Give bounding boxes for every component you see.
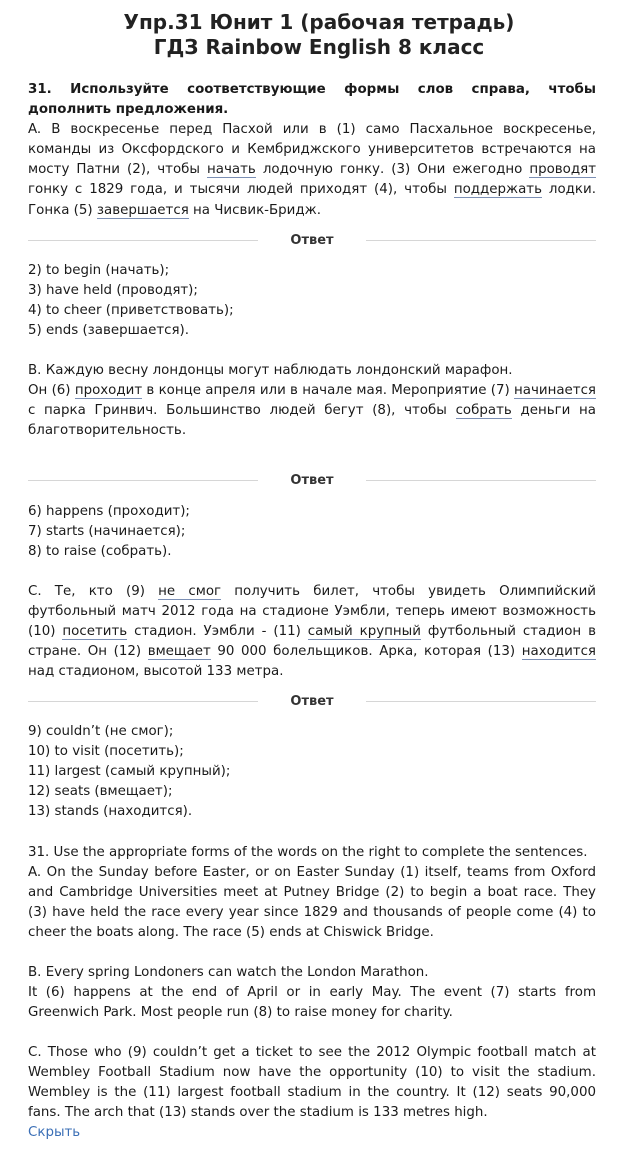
paragraph-a-ru bbox=[28, 120, 596, 220]
exercise-en-a bbox=[28, 843, 596, 943]
hint-word[interactable]: вмещает bbox=[147, 644, 211, 660]
answer-label: Ответ bbox=[290, 233, 334, 248]
task-instruction-en: 31. Use the appropriate forms of the words on the right to complete the sentences. bbox=[28, 845, 588, 860]
exercise-en-c bbox=[28, 1043, 596, 1123]
paragraph-b-intro-en: B. Every spring Londoners can watch the London Marathon. bbox=[28, 965, 429, 980]
answer-item: 9) couldn’t (не смог); bbox=[28, 724, 174, 739]
answer-item: 11) largest (самый крупный); bbox=[28, 764, 231, 780]
text-segment: лодочную гонку. (3) Они ежегодно bbox=[255, 162, 530, 178]
answer-item: 2) to begin (начать); bbox=[28, 263, 170, 278]
paragraph-b-en: It (6) happens at the end of April or in early May. The event (7) starts from Greenwich Park. Most people run (8) to raise money for charity. bbox=[28, 985, 596, 1021]
text-segment: стадион. Уэмбли - (11) bbox=[127, 624, 308, 640]
hint-word[interactable]: собрать bbox=[455, 403, 512, 419]
text-segment: A. В воскресенье перед Пасхой или в (1) само Пасхальное воскресенье, команды из Оксфордского и Кембриджского университетов встречаются на мосту Патни (2), чтобы bbox=[28, 122, 596, 178]
text-segment: в конце апреля или в начале мая. Мероприятие (7) bbox=[142, 383, 514, 399]
exercise-ru-part-a bbox=[28, 80, 596, 221]
paragraph-a-en: A. On the Sunday before Easter, or on Easter Sunday (1) itself, teams from Oxford and Cambridge Universities meet at Putney Bridge (2) to begin a boat race. They (3) have held the race every year since 1829 and thousands of people come (4) to cheer the boats along. The race (5) ends at Chiswick Bridge. bbox=[28, 865, 596, 941]
hide-link[interactable]: Скрыть bbox=[28, 1125, 81, 1140]
hint-word[interactable]: не смог bbox=[158, 584, 222, 599]
answer-item: 8) to raise (собрать). bbox=[28, 544, 172, 560]
answer-divider-a bbox=[28, 231, 596, 251]
hint-word[interactable]: самый крупный bbox=[307, 624, 421, 640]
task-instruction-ru: 31. Используйте соответствующие формы слов справа, чтобы дополнить предложения. bbox=[28, 82, 596, 118]
answer-label: Ответ bbox=[290, 694, 334, 709]
paragraph-c-en: C. Those who (9) couldn’t get a ticket to see the 2012 Olympic football match at Wembley Football Stadium now have the opportunity (10) to visit the stadium. Wembley is the (11) largest football stadium in the country. It (12) seats 90,000 fans. The arch that (13) stands over the stadium is 133 metres high. bbox=[28, 1045, 596, 1121]
answer-list-a bbox=[28, 261, 596, 341]
answer-divider-b bbox=[28, 471, 596, 491]
text-segment: футбольный стадион в стране. Он (12) bbox=[28, 624, 597, 660]
hint-word[interactable]: посетить bbox=[62, 624, 128, 640]
page-title-line1: Упр.31 Юнит 1 (рабочая тетрадь) bbox=[123, 10, 515, 34]
paragraph-c-ru bbox=[28, 582, 596, 682]
text-segment: на Чисвик-Бридж. bbox=[188, 202, 321, 218]
text-segment: Он (6) bbox=[28, 383, 75, 399]
exercise-ru-part-c bbox=[28, 582, 596, 682]
answer-list-c bbox=[28, 722, 596, 822]
hint-word[interactable]: завершается bbox=[96, 202, 189, 218]
answer-divider-c bbox=[28, 692, 596, 712]
divider-line bbox=[366, 701, 596, 702]
answer-label: Ответ bbox=[290, 473, 334, 488]
answer-item: 10) to visit (посетить); bbox=[28, 744, 184, 760]
page-title-line2: ГДЗ Rainbow English 8 класс bbox=[153, 35, 485, 59]
paragraph-b-intro-ru: B. Каждую весну лондонцы могут наблюдать лондонский марафон. bbox=[28, 363, 513, 378]
answer-item: 6) happens (проходит); bbox=[28, 504, 190, 519]
answer-item: 3) have held (проводят); bbox=[28, 283, 198, 299]
divider-line bbox=[366, 240, 596, 241]
exercise-en-b bbox=[28, 963, 596, 1023]
answer-item: 5) ends (завершается). bbox=[28, 323, 190, 339]
text-segment: лодки. Гонка (5) bbox=[28, 182, 596, 218]
exercise-ru-part-b bbox=[28, 361, 596, 441]
text-segment: получить билет, чтобы увидеть Олимпийский футбольный матч 2012 года на стадионе Уэмбли, теперь имеют возможность (10) bbox=[28, 584, 596, 640]
paragraph-b-ru bbox=[28, 381, 596, 441]
hint-word[interactable]: находится bbox=[521, 644, 596, 660]
answer-item: 4) to cheer (приветствовать); bbox=[28, 303, 234, 319]
hint-word[interactable]: проходит bbox=[74, 383, 143, 399]
hint-word[interactable]: начать bbox=[207, 162, 256, 178]
text-segment: с парка Гринвич. Большинство людей бегут (8), чтобы bbox=[28, 403, 456, 419]
text-segment: деньги на благотворительность. bbox=[28, 403, 597, 439]
answer-list-b bbox=[28, 502, 596, 562]
answer-item: 13) stands (находится). bbox=[28, 804, 193, 820]
text-segment: гонку с 1829 года, и тысячи людей приходят (4), чтобы bbox=[28, 182, 454, 198]
answer-item: 12) seats (вмещает); bbox=[28, 784, 173, 800]
hint-word[interactable]: поддержать bbox=[453, 182, 542, 198]
text-segment: C. Те, кто (9) bbox=[28, 584, 159, 599]
answer-item: 7) starts (начинается); bbox=[28, 524, 186, 540]
hint-word[interactable]: проводят bbox=[529, 162, 596, 178]
hint-word[interactable]: начинается bbox=[514, 383, 596, 399]
text-segment: над стадионом, высотой 133 метра. bbox=[28, 664, 284, 680]
divider-line bbox=[366, 480, 596, 481]
text-segment: 90 000 болельщиков. Арка, которая (13) bbox=[210, 644, 522, 660]
